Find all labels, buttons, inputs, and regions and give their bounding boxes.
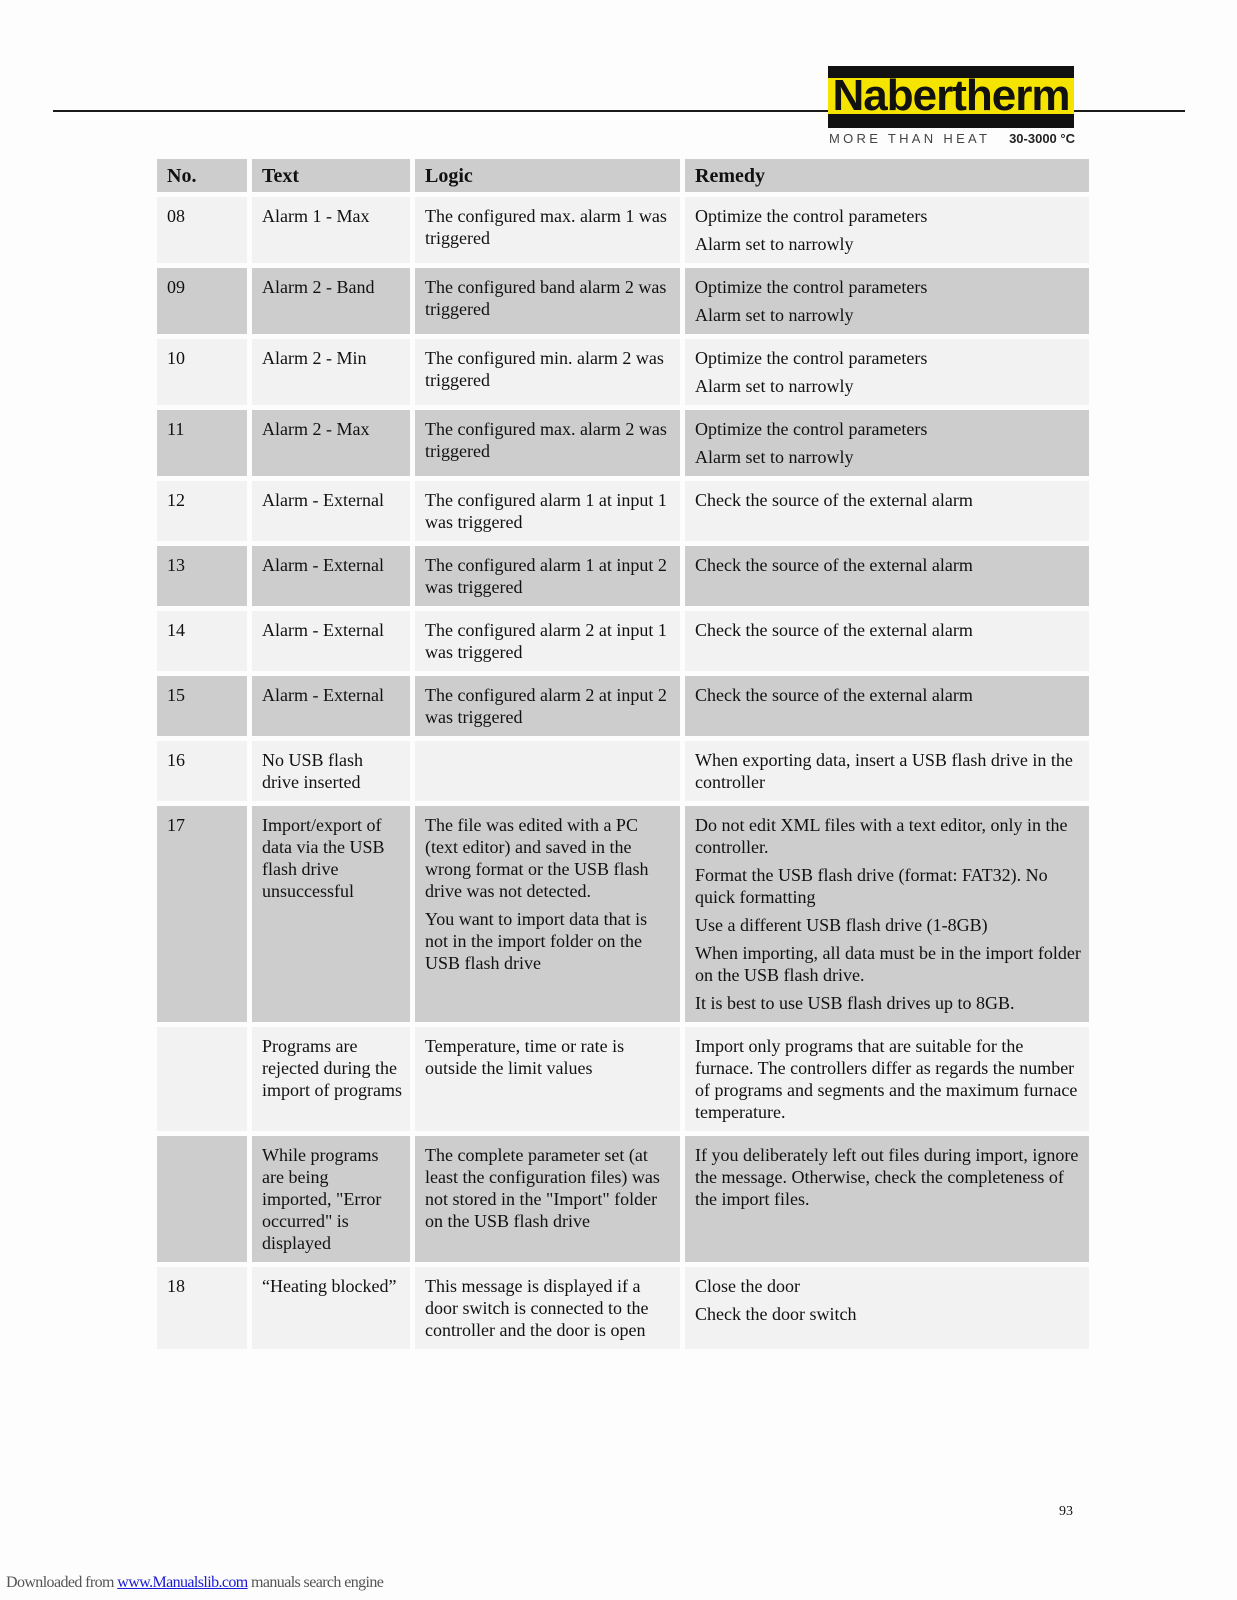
cell-remedy [685, 410, 1089, 481]
cell-logic [415, 546, 685, 611]
cell-no: 12 [157, 481, 252, 546]
cell-remedy [685, 546, 1089, 611]
remedy-paragraph: Optimize the control parameters [695, 206, 928, 226]
cell-remedy [685, 1136, 1089, 1267]
cell-logic [415, 268, 685, 339]
table-row [157, 339, 1089, 410]
table-body [157, 197, 1089, 1354]
table-row [157, 676, 1089, 741]
header-no: No. [157, 159, 252, 197]
cell-logic [415, 481, 685, 546]
remedy-paragraph: Check the source of the external alarm [695, 555, 973, 575]
logo-tagline [829, 131, 1075, 146]
remedy-paragraph: Check the door switch [695, 1304, 857, 1324]
remedy-paragraph: Alarm set to narrowly [695, 305, 854, 325]
table-row [157, 1267, 1089, 1354]
cell-text: Alarm 2 - Max [252, 410, 415, 481]
table-row [157, 410, 1089, 481]
remedy-paragraph: Do not edit XML files with a text editor, only in the controller. [695, 815, 1068, 857]
logic-paragraph: You want to import data that is not in the import folder on the USB flash drive [425, 909, 648, 973]
table-row [157, 1136, 1089, 1267]
cell-text: Alarm - External [252, 611, 415, 676]
logic-paragraph: This message is displayed if a door switch is connected to the controller and the door is open [425, 1276, 649, 1340]
download-footer [6, 1574, 383, 1592]
cell-text: While programs are being imported, "Error occurred" is displayed [252, 1136, 415, 1267]
cell-remedy [685, 611, 1089, 676]
cell-text: Programs are rejected during the import of programs [252, 1027, 415, 1136]
header-logic: Logic [415, 159, 685, 197]
header-remedy: Remedy [685, 159, 1089, 197]
cell-text: Alarm - External [252, 676, 415, 741]
remedy-paragraph: Alarm set to narrowly [695, 234, 854, 254]
cell-no: 13 [157, 546, 252, 611]
remedy-paragraph: Close the door [695, 1276, 800, 1296]
cell-logic [415, 676, 685, 741]
cell-text: Alarm 2 - Min [252, 339, 415, 410]
logic-paragraph: The configured max. alarm 1 was triggered [425, 206, 667, 248]
table-row [157, 611, 1089, 676]
cell-logic [415, 741, 685, 806]
remedy-paragraph: Optimize the control parameters [695, 419, 928, 439]
logic-paragraph: The configured min. alarm 2 was triggered [425, 348, 664, 390]
table-row [157, 546, 1089, 611]
remedy-paragraph: Optimize the control parameters [695, 277, 928, 297]
remedy-paragraph: Optimize the control parameters [695, 348, 928, 368]
logic-paragraph: The configured band alarm 2 was triggered [425, 277, 667, 319]
cell-text: No USB flash drive inserted [252, 741, 415, 806]
table-row [157, 268, 1089, 339]
cell-logic [415, 611, 685, 676]
cell-no: 11 [157, 410, 252, 481]
remedy-paragraph: When exporting data, insert a USB flash drive in the controller [695, 750, 1073, 792]
remedy-paragraph: Format the USB flash drive (format: FAT32). No quick formatting [695, 865, 1048, 907]
manualslib-link[interactable]: www.Manualslib.com [117, 1574, 248, 1591]
cell-no: 15 [157, 676, 252, 741]
cell-remedy [685, 197, 1089, 268]
cell-logic [415, 806, 685, 1027]
cell-remedy [685, 339, 1089, 410]
footer-suffix: manuals search engine [247, 1574, 384, 1591]
cell-logic [415, 1136, 685, 1267]
remedy-paragraph: If you deliberately left out files during import, ignore the message. Otherwise, check the completeness of the import files. [695, 1145, 1079, 1209]
table-row [157, 197, 1089, 268]
page-number: 93 [1059, 1504, 1073, 1519]
cell-text: Alarm 2 - Band [252, 268, 415, 339]
cell-logic [415, 410, 685, 481]
remedy-paragraph: Use a different USB flash drive (1-8GB) [695, 915, 988, 935]
cell-no: 08 [157, 197, 252, 268]
cell-text: Alarm 1 - Max [252, 197, 415, 268]
cell-remedy [685, 1267, 1089, 1354]
nabertherm-logo [828, 66, 1074, 128]
logic-paragraph: The configured alarm 1 at input 2 was triggered [425, 555, 667, 597]
remedy-paragraph: Alarm set to narrowly [695, 376, 854, 396]
logic-paragraph: The file was edited with a PC (text editor) and saved in the wrong format or the USB flash drive was not detected. [425, 815, 649, 901]
cell-logic [415, 197, 685, 268]
logic-paragraph: The configured alarm 2 at input 2 was triggered [425, 685, 667, 727]
table-header-row [157, 159, 1089, 197]
cell-text: Import/export of data via the USB flash drive unsuccessful [252, 806, 415, 1027]
cell-remedy [685, 806, 1089, 1027]
remedy-paragraph: Alarm set to narrowly [695, 447, 854, 467]
tagline-temperature: 30-3000 °C [1009, 131, 1075, 146]
remedy-paragraph: Import only programs that are suitable for the furnace. The controllers differ as regards the number of programs and segments and the maximum furnace temperature. [695, 1036, 1078, 1122]
tagline-text: MORE THAN HEAT [829, 131, 991, 146]
cell-no: 16 [157, 741, 252, 806]
cell-logic [415, 339, 685, 410]
table-row [157, 806, 1089, 1027]
cell-no: 18 [157, 1267, 252, 1354]
logic-paragraph: The configured alarm 2 at input 1 was triggered [425, 620, 667, 662]
table-row [157, 481, 1089, 546]
cell-no: 14 [157, 611, 252, 676]
cell-logic [415, 1267, 685, 1354]
header-text: Text [252, 159, 415, 197]
remedy-paragraph: When importing, all data must be in the import folder on the USB flash drive. [695, 943, 1081, 985]
remedy-paragraph: Check the source of the external alarm [695, 620, 973, 640]
cell-no: 10 [157, 339, 252, 410]
remedy-paragraph: Check the source of the external alarm [695, 490, 973, 510]
logic-paragraph: The configured alarm 1 at input 1 was triggered [425, 490, 667, 532]
cell-no [157, 1027, 252, 1136]
cell-no [157, 1136, 252, 1267]
cell-text: Alarm - External [252, 546, 415, 611]
logo-brand-text: Nabertherm [832, 71, 1070, 120]
cell-remedy [685, 481, 1089, 546]
cell-remedy [685, 1027, 1089, 1136]
table-row [157, 1027, 1089, 1136]
footer-prefix: Downloaded from [6, 1574, 118, 1591]
cell-no: 09 [157, 268, 252, 339]
table-row [157, 741, 1089, 806]
cell-logic [415, 1027, 685, 1136]
cell-remedy [685, 268, 1089, 339]
cell-remedy [685, 741, 1089, 806]
logic-paragraph: Temperature, time or rate is outside the limit values [425, 1036, 625, 1078]
remedy-paragraph: Check the source of the external alarm [695, 685, 973, 705]
cell-text: “Heating blocked” [252, 1267, 415, 1354]
logic-paragraph: The complete parameter set (at least the configuration files) was not stored in the "Import" folder on the USB flash drive [425, 1145, 660, 1231]
cell-text: Alarm - External [252, 481, 415, 546]
cell-no: 17 [157, 806, 252, 1027]
error-messages-table [157, 159, 1089, 1354]
remedy-paragraph: It is best to use USB flash drives up to 8GB. [695, 993, 1015, 1013]
cell-remedy [685, 676, 1089, 741]
logic-paragraph: The configured max. alarm 2 was triggered [425, 419, 667, 461]
